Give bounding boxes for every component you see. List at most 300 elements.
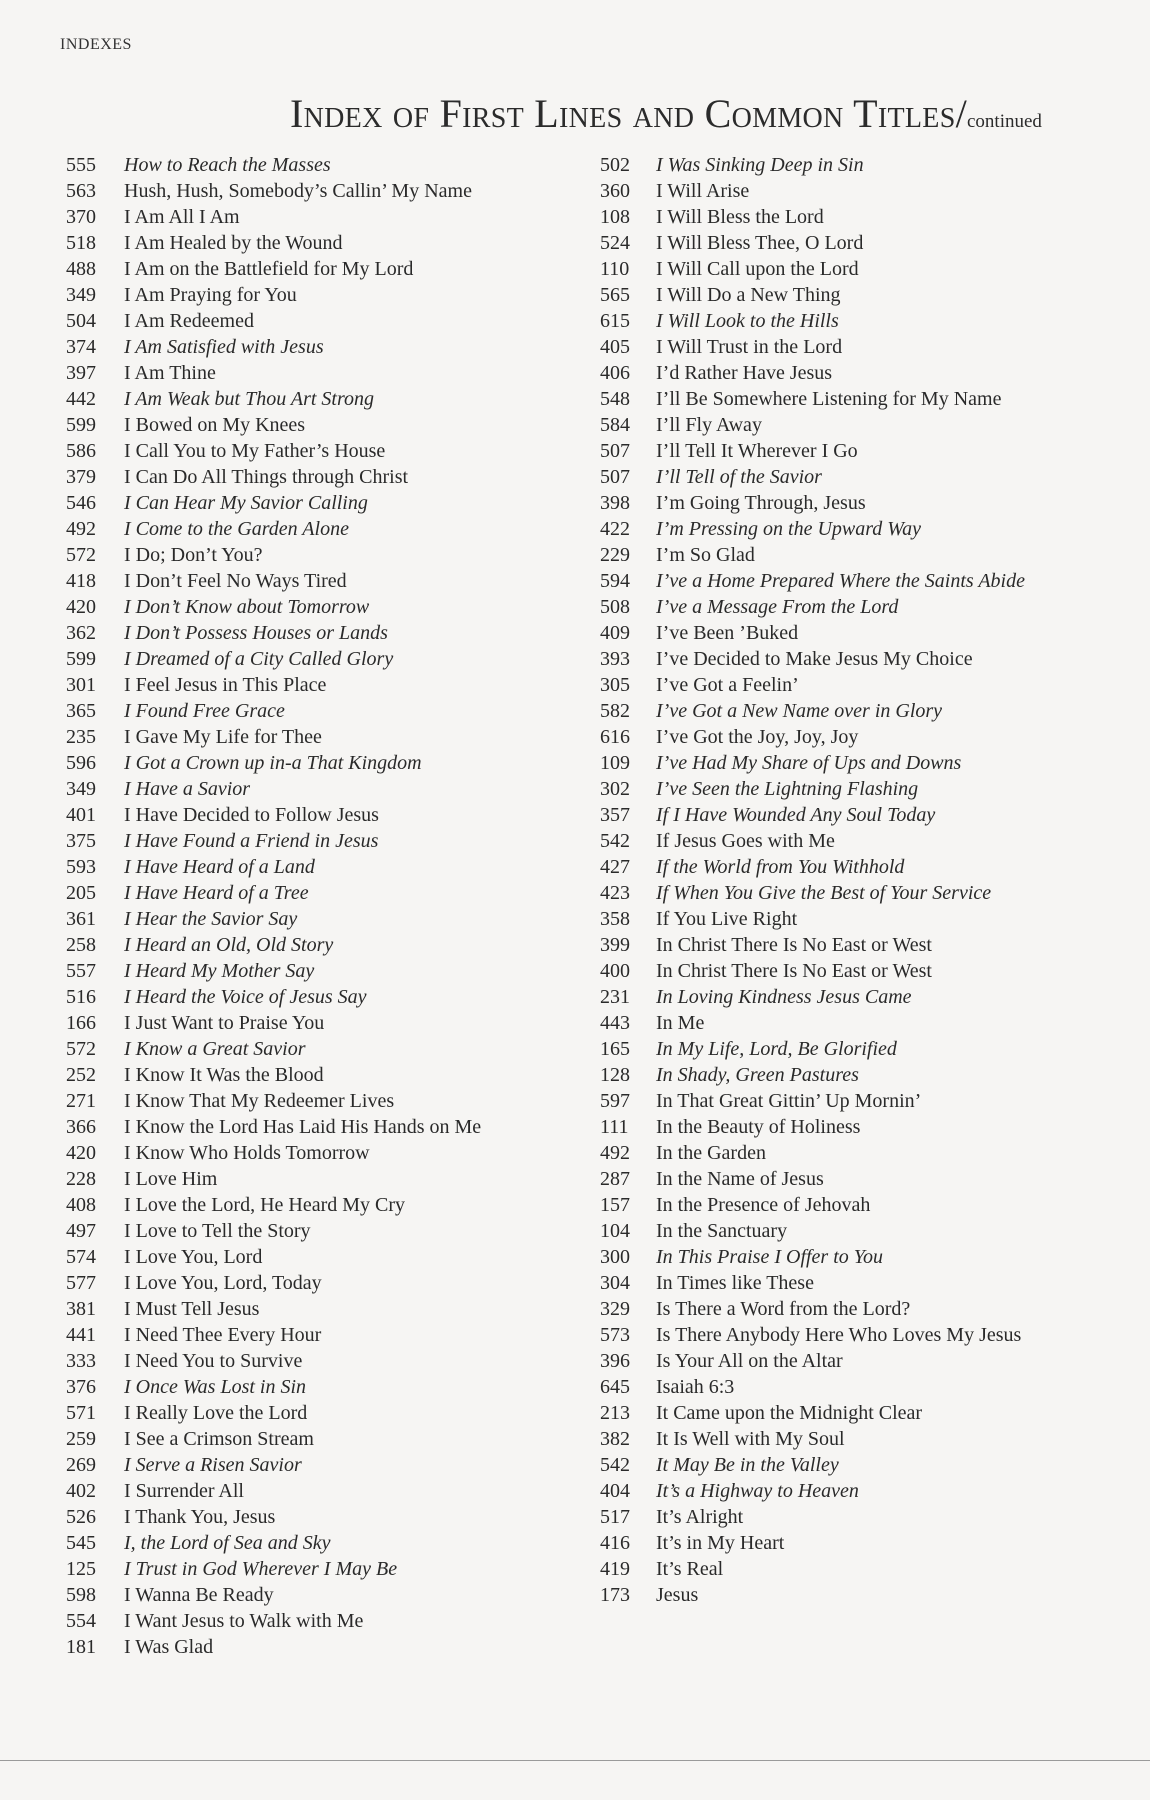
index-entry [600, 776, 1070, 802]
right-index-column [600, 152, 1070, 1608]
index-entry [600, 542, 1070, 568]
hymn-title: I Really Love the Lord [124, 1402, 308, 1424]
index-entry [66, 1322, 586, 1348]
hymn-title: I Am Healed by the Wound [124, 232, 343, 254]
index-entry [600, 854, 1070, 880]
hymn-number: 165 [600, 1038, 630, 1060]
index-entry [600, 1322, 1070, 1348]
hymn-number: 108 [600, 206, 630, 228]
hymn-title: I Was Sinking Deep in Sin [656, 154, 864, 176]
index-entry [600, 438, 1070, 464]
hymn-title: I Know That My Redeemer Lives [124, 1090, 395, 1112]
index-entry [66, 1452, 586, 1478]
index-entry [66, 1530, 586, 1556]
hymn-title: I Have Heard of a Land [124, 856, 315, 878]
hymn-title: I Am Praying for You [124, 284, 297, 306]
index-entry [600, 932, 1070, 958]
index-entry [66, 256, 586, 282]
hymn-title: I Surrender All [124, 1480, 244, 1502]
hymn-number: 110 [600, 258, 630, 280]
index-entry [600, 984, 1070, 1010]
index-entry [600, 880, 1070, 906]
page-title [290, 90, 1090, 137]
index-entry [66, 594, 586, 620]
hymn-number: 400 [600, 960, 630, 982]
hymn-number: 508 [600, 596, 630, 618]
hymn-number: 502 [600, 154, 630, 176]
hymn-title: I Don’t Possess Houses or Lands [124, 622, 388, 644]
hymn-number: 542 [600, 1454, 630, 1476]
hymn-number: 572 [66, 1038, 96, 1060]
index-entry [66, 1010, 586, 1036]
hymn-title: I Am Thine [124, 362, 216, 384]
hymn-number: 408 [66, 1194, 96, 1216]
hymn-title: I Thank You, Jesus [124, 1506, 276, 1528]
hymn-number: 235 [66, 726, 96, 748]
hymn-title: I Serve a Risen Savior [124, 1454, 302, 1476]
index-entry [66, 906, 586, 932]
hymn-number: 157 [600, 1194, 630, 1216]
index-entry [66, 672, 586, 698]
index-entry [66, 932, 586, 958]
hymn-title: I Love to Tell the Story [124, 1220, 311, 1242]
index-entry [600, 1244, 1070, 1270]
hymn-title: I Know It Was the Blood [124, 1064, 324, 1086]
hymn-number: 382 [600, 1428, 630, 1450]
hymn-title: I’m Pressing on the Upward Way [656, 518, 921, 540]
hymn-number: 542 [600, 830, 630, 852]
index-entry [600, 386, 1070, 412]
hymn-number: 584 [600, 414, 630, 436]
hymn-number: 507 [600, 440, 630, 462]
running-head: INDEXES [60, 36, 132, 53]
hymn-title: If You Live Right [656, 908, 798, 930]
hymn-title: I Gave My Life for Thee [124, 726, 322, 748]
hymn-number: 518 [66, 232, 96, 254]
hymn-number: 597 [600, 1090, 630, 1112]
hymn-number: 577 [66, 1272, 96, 1294]
hymn-number: 229 [600, 544, 630, 566]
index-entry [600, 1478, 1070, 1504]
index-entry [66, 516, 586, 542]
index-entry [66, 724, 586, 750]
hymn-title: I’ve a Home Prepared Where the Saints Abide [656, 570, 1025, 592]
index-entry [66, 386, 586, 412]
index-entry [600, 1504, 1070, 1530]
hymn-number: 252 [66, 1064, 96, 1086]
hymn-number: 442 [66, 388, 96, 410]
hymn-number: 271 [66, 1090, 96, 1112]
hymn-number: 492 [600, 1142, 630, 1164]
index-entry [600, 1296, 1070, 1322]
hymn-number: 571 [66, 1402, 96, 1424]
hymn-title: I Am Weak but Thou Art Strong [124, 388, 375, 410]
index-entry [66, 178, 586, 204]
hymn-number: 517 [600, 1506, 630, 1528]
hymn-title: If I Have Wounded Any Soul Today [656, 804, 936, 826]
hymn-number: 586 [66, 440, 96, 462]
hymn-title: I Bowed on My Knees [124, 414, 306, 436]
hymn-title: I Dreamed of a City Called Glory [124, 648, 394, 670]
index-entry [66, 1634, 586, 1660]
hymn-number: 358 [600, 908, 630, 930]
index-entry [600, 1036, 1070, 1062]
hymn-number: 405 [600, 336, 630, 358]
hymn-title: I Have Heard of a Tree [124, 882, 309, 904]
hymn-title: I Trust in God Wherever I May Be [124, 1558, 398, 1580]
index-entry [600, 178, 1070, 204]
hymn-number: 516 [66, 986, 96, 1008]
index-entry [66, 1582, 586, 1608]
index-entry [66, 542, 586, 568]
index-entry [66, 1426, 586, 1452]
hymn-number: 304 [600, 1272, 630, 1294]
index-entry [600, 646, 1070, 672]
hymn-title: In Loving Kindness Jesus Came [656, 986, 912, 1008]
hymn-number: 423 [600, 882, 630, 904]
hymn-title: It May Be in the Valley [656, 1454, 839, 1476]
hymn-title: I Know a Great Savior [124, 1038, 306, 1060]
hymn-title: I Don’t Feel No Ways Tired [124, 570, 347, 592]
index-entry [600, 620, 1070, 646]
index-entry [600, 1556, 1070, 1582]
hymn-title: I’ll Fly Away [656, 414, 762, 436]
hymn-title: I Was Glad [124, 1636, 214, 1658]
hymn-title: I Found Free Grace [124, 700, 285, 722]
hymn-number: 228 [66, 1168, 96, 1190]
index-entry [66, 646, 586, 672]
hymn-title: I Love the Lord, He Heard My Cry [124, 1194, 406, 1216]
hymn-number: 406 [600, 362, 630, 384]
index-entry [66, 750, 586, 776]
index-entry [600, 828, 1070, 854]
index-entry [600, 1088, 1070, 1114]
index-entry [600, 802, 1070, 828]
hymn-title: I Love Him [124, 1168, 218, 1190]
hymn-number: 258 [66, 934, 96, 956]
index-entry [600, 958, 1070, 984]
index-entry [66, 984, 586, 1010]
index-entry [66, 880, 586, 906]
hymn-number: 443 [600, 1012, 630, 1034]
hymn-number: 301 [66, 674, 96, 696]
hymn-title: In That Great Gittin’ Up Mornin’ [656, 1090, 922, 1112]
hymn-title: I Don’t Know about Tomorrow [124, 596, 370, 618]
hymn-title: In the Garden [656, 1142, 766, 1164]
hymn-title: I Have Found a Friend in Jesus [124, 830, 379, 852]
index-entry [600, 1452, 1070, 1478]
hymn-number: 555 [66, 154, 96, 176]
hymn-number: 507 [600, 466, 630, 488]
hymn-number: 357 [600, 804, 630, 826]
hymn-title: I Will Trust in the Lord [656, 336, 843, 358]
index-entry [66, 438, 586, 464]
hymn-number: 109 [600, 752, 630, 774]
index-entry [600, 1582, 1070, 1608]
hymn-title: In This Praise I Offer to You [656, 1246, 884, 1268]
hymn-title: Is There a Word from the Lord? [656, 1298, 911, 1320]
hymn-title: I’d Rather Have Jesus [656, 362, 833, 384]
hymn-title: How to Reach the Masses [124, 154, 331, 176]
hymn-number: 375 [66, 830, 96, 852]
hymn-title: I’ve Got a Feelin’ [656, 674, 799, 696]
index-entry [66, 1400, 586, 1426]
hymn-title: I Must Tell Jesus [124, 1298, 260, 1320]
hymn-number: 548 [600, 388, 630, 410]
index-entry [600, 1192, 1070, 1218]
hymn-title: I Love You, Lord [124, 1246, 263, 1268]
hymn-number: 287 [600, 1168, 630, 1190]
hymn-number: 402 [66, 1480, 96, 1502]
index-entry [66, 490, 586, 516]
hymn-number: 166 [66, 1012, 96, 1034]
index-entry [600, 256, 1070, 282]
hymn-title: I Want Jesus to Walk with Me [124, 1610, 364, 1632]
index-entry [66, 1218, 586, 1244]
hymn-number: 362 [66, 622, 96, 644]
hymn-number: 599 [66, 414, 96, 436]
index-entry [66, 152, 586, 178]
hymn-title: I’m So Glad [656, 544, 755, 566]
hymn-number: 416 [600, 1532, 630, 1554]
hymn-number: 205 [66, 882, 96, 904]
hymn-number: 526 [66, 1506, 96, 1528]
index-entry [600, 1348, 1070, 1374]
hymn-number: 504 [66, 310, 96, 332]
index-entry [66, 1140, 586, 1166]
hymn-title: It Is Well with My Soul [656, 1428, 845, 1450]
index-entry [600, 750, 1070, 776]
hymn-title: I Know the Lord Has Laid His Hands on Me [124, 1116, 482, 1138]
hymn-number: 546 [66, 492, 96, 514]
title-main: Index of First Lines and Common Titles/ [290, 91, 967, 136]
hymn-number: 598 [66, 1584, 96, 1606]
hymn-number: 645 [600, 1376, 630, 1398]
index-entry [66, 1374, 586, 1400]
hymn-title: I Will Call upon the Lord [656, 258, 859, 280]
hymn-title: I’m Going Through, Jesus [656, 492, 866, 514]
hymn-number: 376 [66, 1376, 96, 1398]
index-entry [600, 1400, 1070, 1426]
hymn-title: I Have a Savior [124, 778, 251, 800]
index-entry [600, 1062, 1070, 1088]
hymn-title: I’ve Got a New Name over in Glory [656, 700, 943, 722]
hymn-title: It’s Real [656, 1558, 724, 1580]
index-entry [600, 334, 1070, 360]
index-entry [600, 1140, 1070, 1166]
hymn-title: I’ve Been ’Buked [656, 622, 799, 644]
hymn-number: 563 [66, 180, 96, 202]
index-entry [66, 1608, 586, 1634]
index-entry [66, 282, 586, 308]
index-entry [600, 1270, 1070, 1296]
index-entry [66, 334, 586, 360]
index-entry [66, 620, 586, 646]
hymn-number: 399 [600, 934, 630, 956]
hymn-number: 545 [66, 1532, 96, 1554]
hymn-number: 300 [600, 1246, 630, 1268]
left-index-column [66, 152, 586, 1660]
hymn-title: I Hear the Savior Say [124, 908, 298, 930]
index-entry [66, 1556, 586, 1582]
hymn-title: I Will Look to the Hills [656, 310, 839, 332]
hymn-title: In the Beauty of Holiness [656, 1116, 861, 1138]
hymn-number: 365 [66, 700, 96, 722]
hymn-number: 379 [66, 466, 96, 488]
hymn-number: 615 [600, 310, 630, 332]
index-entry [600, 1530, 1070, 1556]
index-entry [66, 1504, 586, 1530]
hymn-number: 393 [600, 648, 630, 670]
index-entry [66, 1244, 586, 1270]
hymn-title: I Heard My Mother Say [124, 960, 315, 982]
hymn-number: 397 [66, 362, 96, 384]
hymn-title: I Will Bless Thee, O Lord [656, 232, 864, 254]
hymn-title: I’ll Be Somewhere Listening for My Name [656, 388, 1002, 410]
hymn-title: In Shady, Green Pastures [656, 1064, 859, 1086]
hymn-number: 409 [600, 622, 630, 644]
hymn-number: 594 [600, 570, 630, 592]
hymn-number: 213 [600, 1402, 630, 1424]
hymn-number: 418 [66, 570, 96, 592]
hymn-title: I’ve Seen the Lightning Flashing [656, 778, 919, 800]
index-entry [600, 1426, 1070, 1452]
index-entry [66, 1270, 586, 1296]
index-entry [600, 1374, 1070, 1400]
index-entry [66, 698, 586, 724]
hymn-number: 599 [66, 648, 96, 670]
hymn-title: I Can Hear My Savior Calling [124, 492, 368, 514]
hymn-number: 420 [66, 1142, 96, 1164]
index-entry [66, 360, 586, 386]
index-entry [600, 464, 1070, 490]
hymn-number: 366 [66, 1116, 96, 1138]
hymn-title: In the Sanctuary [656, 1220, 788, 1242]
hymn-title: I Need You to Survive [124, 1350, 303, 1372]
hymn-title: I, the Lord of Sea and Sky [124, 1532, 331, 1554]
index-entry [600, 516, 1070, 542]
index-entry [600, 360, 1070, 386]
hymn-number: 104 [600, 1220, 630, 1242]
index-entry [66, 1296, 586, 1322]
hymn-number: 497 [66, 1220, 96, 1242]
hymn-number: 492 [66, 518, 96, 540]
hymn-title: I’ll Tell It Wherever I Go [656, 440, 858, 462]
hymn-title: I Love You, Lord, Today [124, 1272, 322, 1294]
index-entry [66, 828, 586, 854]
index-entry [600, 724, 1070, 750]
hymn-number: 181 [66, 1636, 96, 1658]
index-entry [600, 1114, 1070, 1140]
index-entry [66, 1036, 586, 1062]
index-entry [66, 308, 586, 334]
hymn-title: I Call You to My Father’s House [124, 440, 386, 462]
hymn-number: 565 [600, 284, 630, 306]
hymn-title: In Christ There Is No East or West [656, 960, 932, 982]
index-entry [66, 412, 586, 438]
hymn-title: I Am Satisfied with Jesus [124, 336, 324, 358]
index-entry [600, 282, 1070, 308]
index-entry [600, 230, 1070, 256]
hymn-number: 572 [66, 544, 96, 566]
hymn-number: 616 [600, 726, 630, 748]
index-entry [600, 204, 1070, 230]
index-entry [600, 672, 1070, 698]
hymn-title: If Jesus Goes with Me [656, 830, 835, 852]
hymn-number: 173 [600, 1584, 630, 1606]
hymn-number: 231 [600, 986, 630, 1008]
index-entry [66, 776, 586, 802]
hymn-number: 333 [66, 1350, 96, 1372]
hymn-number: 420 [66, 596, 96, 618]
hymn-title: I Come to the Garden Alone [124, 518, 349, 540]
hymn-number: 441 [66, 1324, 96, 1346]
hymn-title: I See a Crimson Stream [124, 1428, 314, 1450]
index-entry [66, 854, 586, 880]
hymn-title: Hush, Hush, Somebody’s Callin’ My Name [124, 180, 472, 202]
hymn-number: 302 [600, 778, 630, 800]
hymn-number: 596 [66, 752, 96, 774]
hymn-number: 349 [66, 284, 96, 306]
hymn-title: I’ll Tell of the Savior [656, 466, 822, 488]
hymn-title: In the Name of Jesus [656, 1168, 824, 1190]
index-entry [66, 958, 586, 984]
hymn-title: Isaiah 6:3 [656, 1376, 735, 1398]
hymn-title: I Do; Don’t You? [124, 544, 263, 566]
hymn-title: I Need Thee Every Hour [124, 1324, 322, 1346]
hymn-number: 374 [66, 336, 96, 358]
hymn-number: 401 [66, 804, 96, 826]
index-entry [600, 1166, 1070, 1192]
hymn-number: 427 [600, 856, 630, 878]
hymn-number: 269 [66, 1454, 96, 1476]
hymn-number: 396 [600, 1350, 630, 1372]
index-entry [600, 490, 1070, 516]
hymn-title: It’s Alright [656, 1506, 744, 1528]
index-entry [66, 568, 586, 594]
hymn-title: In the Presence of Jehovah [656, 1194, 871, 1216]
hymn-title: I’ve Had My Share of Ups and Downs [656, 752, 962, 774]
index-entry [66, 464, 586, 490]
index-entry [600, 308, 1070, 334]
hymn-number: 128 [600, 1064, 630, 1086]
hymn-number: 422 [600, 518, 630, 540]
hymn-title: I Am All I Am [124, 206, 240, 228]
index-entry [66, 1166, 586, 1192]
index-entry [66, 1088, 586, 1114]
hymn-title: I Am Redeemed [124, 310, 254, 332]
hymn-title: I Will Do a New Thing [656, 284, 841, 306]
index-entry [600, 152, 1070, 178]
index-entry [600, 594, 1070, 620]
hymn-title: I Can Do All Things through Christ [124, 466, 409, 488]
hymn-title: I Got a Crown up in-a That Kingdom [124, 752, 422, 774]
hymn-number: 419 [600, 1558, 630, 1580]
hymn-title: In My Life, Lord, Be Glorified [656, 1038, 897, 1060]
hymn-title: I Once Was Lost in Sin [124, 1376, 307, 1398]
hymn-title: Is There Anybody Here Who Loves My Jesus [656, 1324, 1022, 1346]
hymn-number: 125 [66, 1558, 96, 1580]
hymn-title: Jesus [656, 1584, 699, 1606]
hymn-title: I Am on the Battlefield for My Lord [124, 258, 414, 280]
hymn-title: I’ve a Message From the Lord [656, 596, 899, 618]
hymn-title: I Will Arise [656, 180, 750, 202]
index-entry [66, 1348, 586, 1374]
title-continued: continued [966, 111, 1042, 132]
hymn-title: In Times like These [656, 1272, 814, 1294]
index-entry [66, 1114, 586, 1140]
hymn-number: 111 [600, 1116, 629, 1138]
